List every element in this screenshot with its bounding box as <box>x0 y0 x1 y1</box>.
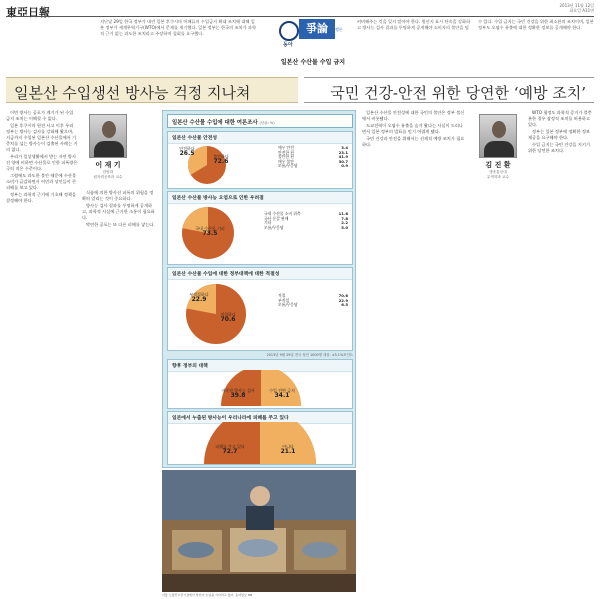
paragraph: 식품에 의한 방사선 피폭의 위험을 정확히 알리는 것이 중요하다. <box>82 190 154 201</box>
pie-label <box>262 388 302 398</box>
author-right-affiliation: 방송통신대 <box>489 170 507 174</box>
row-value: 2.2 <box>341 220 348 226</box>
column-2 <box>82 190 156 594</box>
chart-panel-future-measures <box>167 359 353 409</box>
chart-panel-concern <box>167 191 353 265</box>
chart-panel-damage <box>167 411 353 465</box>
pie-label-value: 34.1 <box>274 392 290 399</box>
dateline <box>560 3 595 13</box>
pie-label-value: 21.1 <box>280 448 296 455</box>
row-label: 불안한 편 <box>278 154 294 160</box>
panel-heading: 향후 정부의 대책 <box>168 360 352 372</box>
row-label: 모름/무응답 <box>278 163 298 169</box>
pie-label <box>210 312 246 322</box>
row-value: 0.9 <box>341 163 348 169</box>
paragraph: 수입 금지는 국민 건강을 지키기 위한 당연한 조치다. <box>528 142 590 153</box>
column-1 <box>6 110 78 594</box>
data-rows <box>278 294 348 308</box>
row-label: 부적절 <box>278 297 290 303</box>
intro-left-text: 지난달 29일 한국 정부가 내린 일본 후쿠시마 어패류의 수입금지 확대 조치에 대해 일본 정부가 세계무역기구(WTO)에서 문제를 제기했다. 일본 정부는 한국의 조치가 과학적 근거 없는 과도한 조치라고 주장하며 철회를 요구했다. <box>100 19 257 37</box>
pie-label-name: 피해를 주고 있다 <box>215 444 245 449</box>
pie-label-value: 26.5 <box>179 150 195 157</box>
author-left-affiliation: 원자력공학과 교수 <box>93 174 123 179</box>
graphic-title-text: 일본산 수산물 수입에 대한 여론조사 <box>172 120 258 126</box>
author-right-affiliation: 무역학과 교수 <box>487 174 509 179</box>
row-label: 매우 불안 <box>278 158 294 164</box>
row-value: 70.6 <box>338 293 348 298</box>
logo-ring-icon <box>279 21 299 41</box>
author-left-affiliation: 한양대 <box>102 170 114 174</box>
paragraph: 그럼에도 과도한 불안 때문에 수산물 소비가 급감하면서 어민과 상인들이 큰 피해를 보고 있다. <box>6 173 77 190</box>
pie-label-name: 불안하다 <box>213 154 229 159</box>
dateline-date: 2013년 11월 12일 <box>559 3 594 8</box>
pie-label <box>182 292 216 302</box>
chart-panel-safety <box>167 131 353 189</box>
pie-chart <box>200 422 320 464</box>
photo-caption: 서울 노량진수산시장에서 상인이 손님을 기다리고 있다. 동아일보 DB <box>162 593 253 597</box>
paragraph: 도쿄전력이 오염수 유출을 숨겨 왔다는 사실이 드러나면서 일본 정부의 발표를 믿기 어렵게 됐다. <box>362 123 463 134</box>
row-value: 6.5 <box>341 302 348 308</box>
pie-label-name: 적절하다 <box>220 312 236 317</box>
row-label: 적절 <box>278 293 286 298</box>
paragraph: 이번 방사능 공포가 계기가 된 수입 금지 조치는 이해할 수 없다. <box>6 110 74 121</box>
logo-badge-sub: 쟁론 <box>335 27 343 32</box>
paragraph: 정부는 과학적 근거에 기초해 정책을 결정해야 한다. <box>6 192 77 203</box>
headline-right: 국민 건강-안전 위한 당연한 ‘예방 조치’ <box>304 77 594 103</box>
pie-label <box>190 226 230 236</box>
paragraph: 우리가 일상생활에서 받는 자연 방사선 양에 비하면 수산물로 인한 피폭량은 극히 적은 수준이다. <box>6 154 78 171</box>
pie-label-value: 22.9 <box>191 296 207 303</box>
data-row <box>278 164 348 169</box>
paragraph: 일본산 수산물 안전성에 대한 국민의 불안은 정부 불신에서 비롯됐다. <box>362 110 465 121</box>
debate-topic: 일본산 수산물 수입 금지 <box>280 59 346 66</box>
logo-pub: 동아 <box>283 42 293 48</box>
pie-label-value: 72.6 <box>213 158 229 165</box>
author-left-byline <box>82 114 134 179</box>
row-value: 5.0 <box>341 224 348 230</box>
row-label: 기타 <box>264 220 272 226</box>
pie-label-value: 73.5 <box>202 230 218 237</box>
dateline-page: 화요일 A31면 <box>569 8 594 13</box>
author-right-photo <box>479 114 517 158</box>
pie-label <box>174 146 200 156</box>
masthead: 東亞日報 <box>6 6 50 19</box>
headline-left: 일본산 수입생선 방사능 걱정 지나쳐 <box>6 77 298 103</box>
graphic-title <box>167 114 353 128</box>
column-3 <box>362 110 466 594</box>
pie-label-value: 70.6 <box>220 316 236 323</box>
data-row <box>278 303 348 308</box>
paragraph: 방사능 검사 결과를 투명하게 공개하고, 과학적 사실에 근거한 소통이 필요하다. <box>82 203 155 220</box>
paragraph: 일본 후쿠시마 원전 사고 이후 우리 정부는 방사능 검사를 강화해 왔으며, 지금까지 수입된 일본산 수산물에서 기준치를 넘는 방사능이 검출된 사례는 거의 없다. <box>6 123 78 152</box>
survey-graphic <box>162 110 356 468</box>
author-right-byline <box>472 114 524 179</box>
pie-label-name: 안전하다 <box>179 146 195 151</box>
row-value: 3.4 <box>341 145 348 150</box>
row-value: 30.7 <box>338 158 348 164</box>
pie-label-value: 72.7 <box>222 448 238 455</box>
pie-label-name: 지속적 방사능 검사 <box>221 388 255 393</box>
logo-badge: 爭論 <box>299 19 335 39</box>
pie-label-value: 39.8 <box>230 392 246 399</box>
pie-label-name: 부적절하다 <box>189 292 209 297</box>
row-label: 국산 둔갑 판매 <box>264 215 289 221</box>
pie-label-name: 수입 전면 금지 <box>269 388 295 393</box>
row-label: 안전한 편 <box>278 149 294 155</box>
survey-note: 2013년 9월 29일 전국 성인 1000명 대상. ±3.1%포인트 <box>266 353 353 357</box>
panel-heading: 일본산 수산물 방사능 오염으로 인한 우려점 <box>168 192 352 204</box>
author-left-name: 이 재 기 <box>95 161 121 169</box>
row-value: 7.8 <box>341 215 348 221</box>
data-rows <box>278 146 348 169</box>
row-value: 11.6 <box>338 211 348 216</box>
market-photo <box>162 470 356 592</box>
row-value: 22.9 <box>338 297 348 303</box>
pie-label <box>218 388 258 398</box>
data-row <box>264 226 348 231</box>
pie-label <box>206 154 236 164</box>
column-4 <box>528 110 594 594</box>
row-label: 모름/무응답 <box>278 302 298 308</box>
row-value: 41.9 <box>338 154 348 160</box>
intro-right-text: 커버해주는 것을 잊지 말아야 한다. 원산지 표시 단속을 강화하고 방사능 검사 결과를 투명하게 공개해야 소비자의 불안을 덜 수 있다. 수입 금지는 국민 건강을 위한 최소한의 조치이며, 일본 정부도 오염수 유출에 대한 정확한 정보를 공개해야 한다. <box>357 19 594 31</box>
paragraph: WTO 협정도 과학적 증거가 불충분한 경우 잠정적 조치를 허용하고 있다. <box>528 110 592 127</box>
row-label: 매우 안전 <box>278 145 294 150</box>
debate-logo <box>279 17 345 53</box>
author-right-name: 김 진 환 <box>485 161 511 169</box>
pie-label <box>268 444 308 454</box>
author-left-photo <box>89 114 127 158</box>
paragraph: 막연한 공포는 또 다른 피해를 낳는다. <box>86 222 155 227</box>
panel-heading: 일본산 수산물 안전성 <box>168 132 352 144</box>
chart-panel-gov-measures <box>167 267 353 351</box>
pie-label-name: 아니다 <box>282 444 294 449</box>
data-rows <box>264 212 348 230</box>
graphic-unit: (단위: %) <box>259 121 275 125</box>
panel-heading: 일본에서 누출된 방사능이 우리나라에 피해를 주고 있다 <box>168 412 352 424</box>
panel-heading: 일본산 수산물 수입에 대한 정부대책에 대한 적절성 <box>168 268 352 280</box>
paragraph: 국민 건강과 안전을 위해서는 선제적 예방 조치가 필요하다. <box>362 136 465 147</box>
pie-label <box>208 444 252 454</box>
pie-label-name: 국내 수산물 기피 <box>195 226 225 231</box>
market-photo-image <box>162 470 356 592</box>
row-label: 모름/무응답 <box>264 224 284 230</box>
paragraph: 정부는 일본 정부에 정확한 정보 제공을 요구해야 한다. <box>528 129 590 140</box>
row-value: 23.1 <box>338 149 348 155</box>
row-label: 국내 수산물 소비 위축 <box>264 211 301 216</box>
